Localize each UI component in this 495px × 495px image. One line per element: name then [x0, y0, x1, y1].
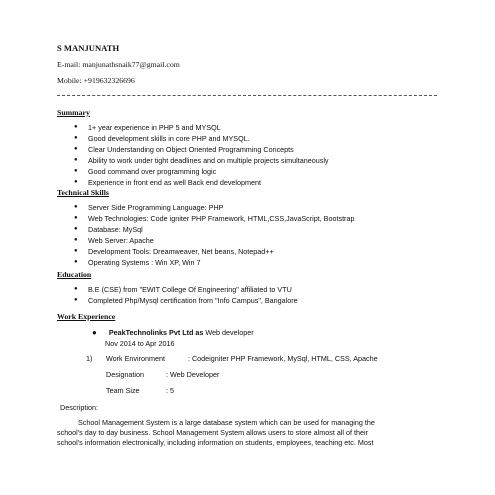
mobile-line [57, 76, 135, 85]
designation-label: Designation [106, 370, 144, 379]
list-item: ● Clear Understanding on Object Oriented Programming Concepts [74, 145, 294, 154]
bullet-icon: ● [74, 135, 78, 141]
technical-skills-title: Technical Skills [57, 188, 109, 197]
list-item: ● Development Tools: Dreamweaver, Net beans, Notepad++ [74, 247, 274, 256]
mobile-label: Mobile: [57, 76, 82, 85]
bullet-icon: ● [74, 286, 78, 292]
list-item: ● Good command over programming logic [74, 167, 217, 176]
bullet-icon: ● [74, 248, 78, 254]
description-line: school's information electronically, including information on students, employees, teaching etc. Most [57, 438, 374, 447]
bullet-icon: ● [74, 226, 78, 232]
list-item: ● Completed Php/Mysql certification from "Info Campus", Bangalore [74, 296, 298, 305]
bullet-icon: ● [74, 124, 78, 130]
job-heading [92, 328, 254, 337]
team-size-value: : 5 [166, 386, 174, 395]
bullet-icon: ● [74, 237, 78, 243]
description-line: school's day to day business. School Management System allows users to store almost all of their [57, 428, 368, 437]
bullet-icon: ● [74, 259, 78, 265]
description-label: Description: [60, 403, 98, 412]
bullet-icon: ● [74, 168, 78, 174]
bullet-icon: ● [74, 146, 78, 152]
list-item: ● Server Side Programming Language: PHP [74, 203, 224, 212]
list-item: ● 1+ year experience in PHP 5 and MYSQL [74, 123, 221, 132]
bullet-icon: ● [74, 215, 78, 221]
company-name: PeakTechnolinks Pvt Ltd as [108, 328, 204, 337]
list-item: ● Web Server: Apache [74, 236, 154, 245]
candidate-name: S MANJUNATH [57, 43, 120, 53]
list-item: ● Ability to work under tight deadlines and on multiple projects simultaneously [74, 156, 329, 165]
list-item: ● Operating Systems : Win XP, Win 7 [74, 258, 201, 267]
education-title: Education [57, 270, 92, 279]
list-item: ● Good development skills in core PHP and MYSQL. [74, 134, 250, 143]
header-divider [57, 95, 437, 96]
list-item: ● Database: MySql [74, 225, 143, 234]
education-list [74, 284, 298, 306]
job-duration: Nov 2014 to Apr 2016 [105, 339, 175, 348]
bullet-icon: ● [74, 297, 78, 303]
summary-title: Summary [57, 108, 90, 117]
bullet-icon: ● [74, 204, 78, 210]
list-item: ● B.E (CSE) from "EWIT College Of Engineering" affiliated to VTU [74, 285, 292, 294]
bullet-icon: ● [74, 179, 78, 185]
email-line [57, 60, 180, 69]
email-label: E-mail: [57, 60, 81, 69]
email-value: manjunathsnaik77@gmail.com [82, 60, 180, 69]
mobile-value: +919632326696 [83, 76, 135, 85]
job-role: Web developer [203, 328, 254, 337]
work-experience-title: Work Experience [57, 312, 116, 321]
environment-value: : Codeigniter PHP Framework, MySql, HTML, CSS, Apache [188, 354, 378, 363]
team-size-label: Team Size [106, 386, 140, 395]
environment-label: Work Environment [106, 354, 165, 363]
technical-skills-list [74, 202, 355, 268]
project-number: 1) [86, 354, 93, 363]
bullet-icon: ● [92, 328, 97, 337]
summary-list [74, 122, 329, 188]
list-item: ● Web Technologies: Code igniter PHP Framework, HTML,CSS,JavaScript, Bootstrap [74, 214, 355, 223]
list-item: ● Experience in front end as well Back end development [74, 178, 262, 187]
description-line: School Management System is a large database system which can be used for managing the [78, 418, 375, 427]
bullet-icon: ● [74, 157, 78, 163]
designation-value: : Web Developer [166, 370, 220, 379]
